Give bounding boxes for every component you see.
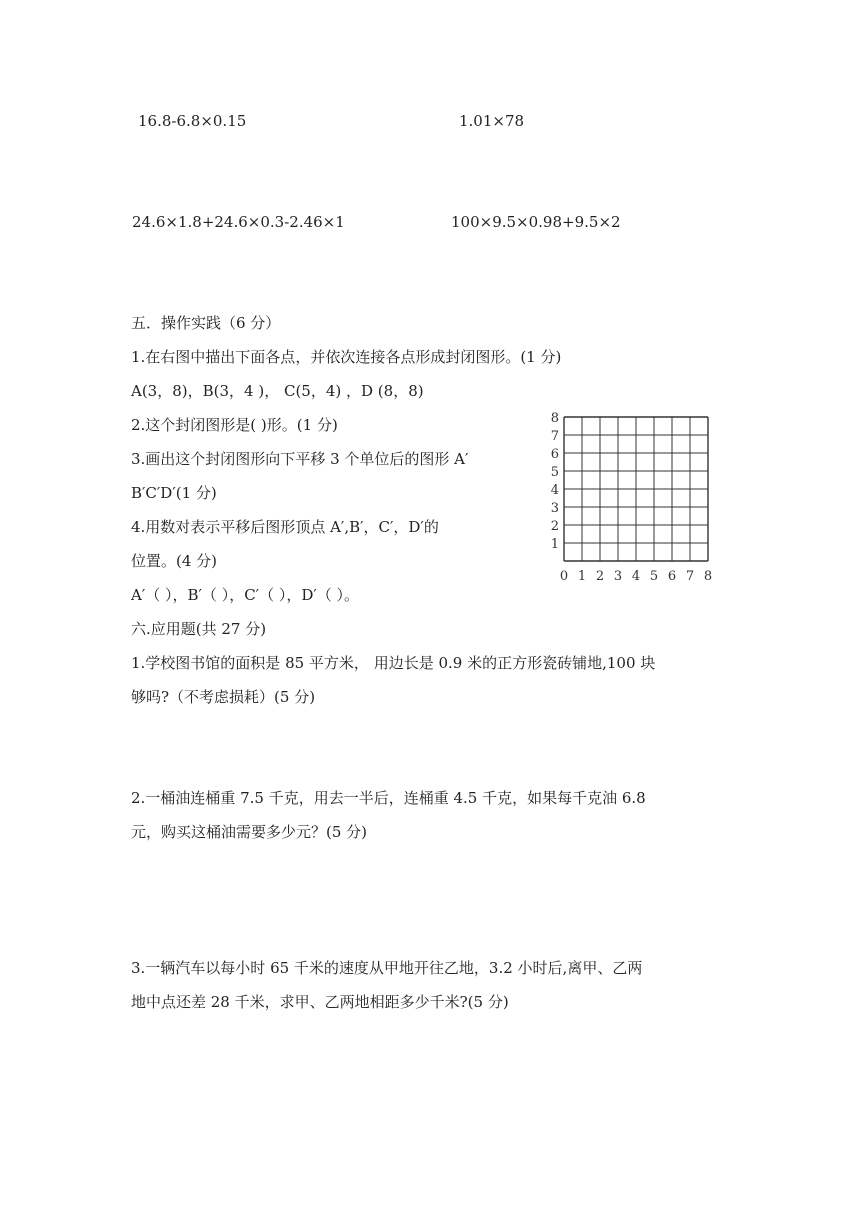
grid-y-label: 6 — [550, 447, 559, 462]
section5-heading: 五．操作实践（6 分） — [131, 314, 281, 332]
section5-q1: 1.在右图中描出下面各点，并依次连接各点形成封闭图形。(1 分) — [131, 348, 562, 366]
grid-x-label: 3 — [613, 569, 623, 584]
section5-q3-line2: B′C′D′(1 分) — [131, 484, 217, 502]
section5-q2: 2.这个封闭图形是( )形。(1 分) — [131, 416, 338, 434]
grid-x-label: 4 — [631, 569, 641, 584]
section5-q4-line2: 位置。(4 分) — [131, 552, 218, 570]
calc-row1-right: 1.01×78 — [459, 112, 525, 130]
grid-y-label: 7 — [550, 429, 559, 444]
grid-y-label: 2 — [550, 519, 559, 534]
grid-x-label: 7 — [685, 569, 695, 584]
section5-q4-answer: A′（ ），B′（ ），C′（ ），D′（ ）。 — [131, 586, 360, 604]
section5-q4-line1: 4.用数对表示平移后图形顶点 A′,B′，C′，D′的 — [131, 518, 439, 536]
grid-x-label: 8 — [703, 569, 713, 584]
grid-x-labels — [560, 569, 712, 584]
grid-lines — [564, 417, 708, 561]
grid-y-labels — [551, 411, 559, 552]
grid-x-label: 1 — [577, 569, 587, 584]
grid-y-label: 3 — [550, 501, 559, 516]
problem1-line2: 够吗?（不考虑损耗）(5 分) — [131, 688, 316, 706]
section6-heading: 六.应用题(共 27 分) — [131, 620, 267, 638]
grid-x-label: 6 — [667, 569, 677, 584]
problem2-line2: 元，购买这桶油需要多少元？(5 分) — [131, 823, 368, 841]
section5-q1-points: A(3，8)，B(3，4 )， C(5，4) ，D (8，8) — [131, 382, 424, 400]
problem1-line1: 1.学校图书馆的面积是 85 平方米， 用边长是 0.9 米的正方形瓷砖铺地,100 块 — [131, 654, 656, 672]
grid-y-label: 1 — [550, 537, 559, 552]
grid-x-label: 0 — [559, 569, 569, 584]
problem2-line1: 2.一桶油连桶重 7.5 千克，用去一半后，连桶重 4.5 千克，如果每千克油 6.8 — [131, 789, 646, 807]
grid-x-label: 2 — [595, 569, 605, 584]
section5-q3-line1: 3.画出这个封闭图形向下平移 3 个单位后的图形 A′ — [131, 450, 469, 468]
grid-y-label: 4 — [550, 483, 559, 498]
grid-y-label: 5 — [550, 465, 559, 480]
grid-x-label: 5 — [649, 569, 659, 584]
calc-row2-right: 100×9.5×0.98+9.5×2 — [451, 213, 621, 231]
coordinate-grid — [546, 404, 726, 586]
problem3-line1: 3.一辆汽车以每小时 65 千米的速度从甲地开往乙地，3.2 小时后,离甲、乙两 — [131, 959, 643, 977]
calc-row1-left: 16.8-6.8×0.15 — [138, 112, 247, 130]
grid-y-label: 8 — [550, 411, 559, 426]
problem3-line2: 地中点还差 28 千米，求甲、乙两地相距多少千米?(5 分) — [131, 993, 509, 1011]
calc-row2-left: 24.6×1.8+24.6×0.3-2.46×1 — [132, 213, 345, 231]
